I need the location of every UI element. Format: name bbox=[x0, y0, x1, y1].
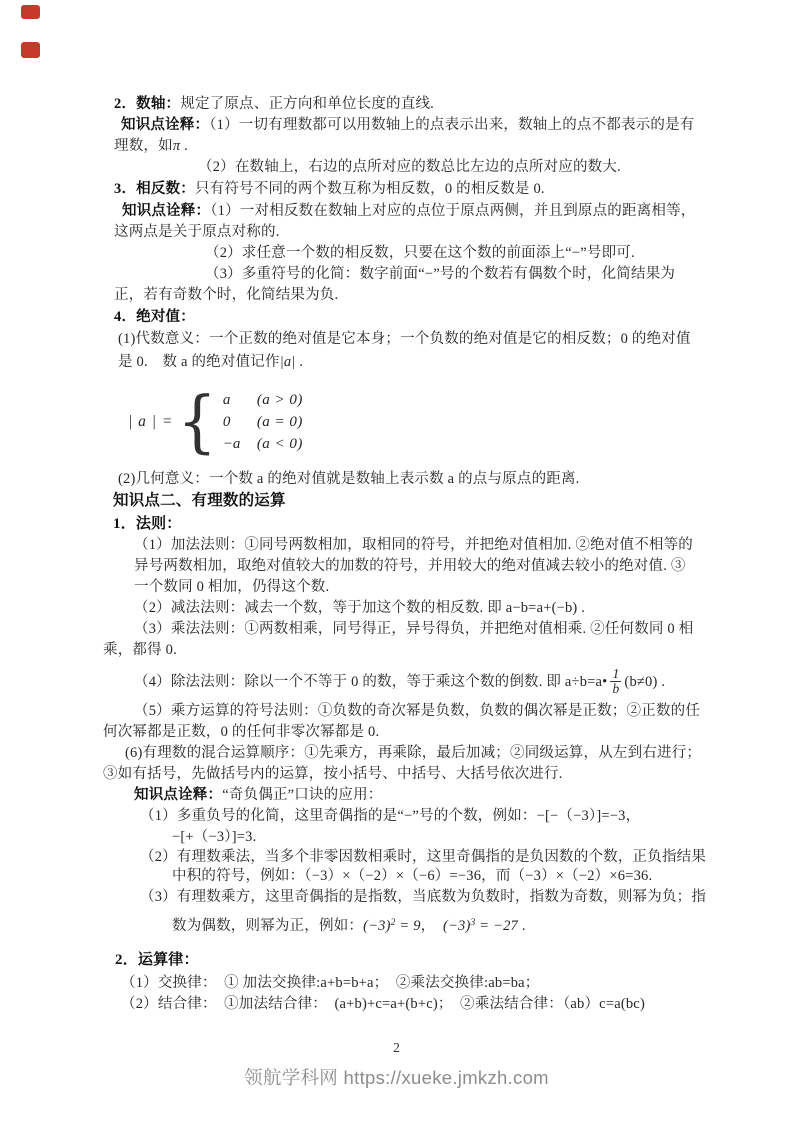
text-line: 数为偶数，则幂为正，例如：$(-3)^2 = 9$， $(-3)^3 = -27$ . bbox=[172, 918, 526, 934]
text-line: （2）求任意一个数的相反数，只要在这个数的前面添上“−”号即可. bbox=[205, 245, 635, 261]
footer-watermark: 领航学科网 https://xueke.jmkzh.com bbox=[244, 1067, 549, 1088]
text-line: （2）在数轴上，右边的点所对应的数总比左边的点所对应的数大. bbox=[198, 159, 621, 175]
text-line: 是 0. 数 a 的绝对值记作|a| . bbox=[118, 354, 304, 370]
text-line: （2）减法法则：减去一个数，等于加这个数的相反数. 即 a−b=a+(−b) . bbox=[134, 600, 586, 616]
text-line: 知识点二、有理数的运算 bbox=[113, 492, 286, 509]
text-line: 这两点是关于原点对称的. bbox=[114, 224, 280, 240]
text-line: （2）有理数乘法，当多个非零因数相乘时，这里奇偶指的是负因数的个数，正负指结果 bbox=[140, 849, 707, 865]
red-stamp-mark bbox=[21, 42, 40, 58]
fraction: $\frac{1}{b}$ bbox=[612, 666, 620, 697]
text-line: 知识点诠释：“奇负偶正”口诀的应用： bbox=[134, 787, 383, 803]
text-line: 知识点诠释：（1）一对相反数在数轴上对应的点位于原点两侧，并且到原点的距离相等， bbox=[122, 203, 696, 219]
text-line: 2．运算律： bbox=[115, 952, 199, 968]
text-line: 异号两数相加，取绝对值较大的加数的符号，并用较大的绝对值减去较小的绝对值. ③ bbox=[134, 558, 686, 574]
formula-case-row bbox=[223, 389, 303, 411]
formula-case-row bbox=[223, 411, 303, 433]
case-condition: (a < 0) bbox=[256, 435, 303, 452]
text-line: 3．相反数：只有符号不同的两个数互称为相反数，0 的相反数是 0. bbox=[114, 181, 545, 197]
text-line: 理数，如π . bbox=[114, 138, 188, 154]
text-line: （2）结合律： ①加法结合律： (a+b)+c=a+(b+c)； ②乘法结合律：（ab）c=a(bc) bbox=[121, 996, 645, 1012]
text-line: −[+（−3）]=3. bbox=[172, 829, 257, 845]
case-value: −a bbox=[222, 435, 241, 452]
text-line: （3）有理数乘方，这里奇偶指的是指数，当底数为负数时，指数为奇数，则幂为负；指 bbox=[140, 889, 707, 905]
text-line: （4）除法法则：除以一个不等于 0 的数，等于乘这个数的倒数. 即 a÷b=a• $\frac{1}{b}$ (b≠0) . bbox=[134, 666, 666, 697]
formula-case-row bbox=[223, 433, 303, 455]
text-line: 何次幂都是正数，0 的任何非零次幂都是 0. bbox=[103, 724, 380, 740]
text-line: 中积的符号，例如：（−3）×（−2）×（−6）=−36，而（−3）×（−2）×6=36. bbox=[172, 868, 653, 884]
text-line: (1)代数意义：一个正数的绝对值是它本身；一个负数的绝对值是它的相反数；0 的绝对值 bbox=[118, 331, 691, 347]
text-line: (6)有理数的混合运算顺序：①先乘方，再乘除，最后加减；②同级运算，从左到右进行； bbox=[125, 745, 702, 761]
text-line: 2．数轴：规定了原点、正方向和单位长度的直线. bbox=[114, 96, 434, 112]
case-value: 0 bbox=[222, 413, 231, 430]
formula-cases bbox=[223, 389, 303, 455]
text-line: （3）乘法法则：①两数相乘，同号得正，异号得负，并把绝对值相乘. ②任何数同 0 相 bbox=[134, 621, 694, 637]
case-condition: (a = 0) bbox=[256, 413, 303, 430]
formula-lhs: | a | = bbox=[128, 413, 174, 430]
text-line: 1．法则： bbox=[113, 516, 182, 532]
text-line: （1）加法法则：①同号两数相加，取相同的符号，并把绝对值相加. ②绝对值不相等的 bbox=[134, 537, 693, 553]
text-line: (2)几何意义：一个数 a 的绝对值就是数轴上表示数 a 的点与原点的距离. bbox=[118, 471, 580, 487]
brace-glyph: { bbox=[177, 382, 217, 461]
page-number: 2 bbox=[393, 1040, 400, 1055]
text-line: （1）交换律： ① 加法交换律:a+b=b+a； ②乘法交换律:ab=ba； bbox=[121, 975, 540, 991]
text-line: 一个数同 0 相加，仍得这个数. bbox=[134, 579, 330, 595]
case-value: a bbox=[222, 391, 231, 408]
absolute-value-formula bbox=[128, 382, 303, 461]
text-line: 4．绝对值： bbox=[114, 309, 195, 325]
text-line: （5）乘方运算的符号法则：①负数的奇次幂是负数，负数的偶次幂是正数；②正数的任 bbox=[134, 703, 701, 719]
text-line: （3）多重符号的化简：数字前面“−”号的个数若有偶数个时，化简结果为 bbox=[205, 266, 676, 282]
text-line: 正，若有奇数个时，化简结果为负. bbox=[114, 287, 339, 303]
text-line: 知识点诠释：（1）一切有理数都可以用数轴上的点表示出来，数轴上的点不都表示的是有 bbox=[121, 117, 695, 133]
text-line: 乘，都得 0. bbox=[103, 642, 177, 658]
text-line: ③如有括号，先做括号内的运算，按小括号、中括号、大括号依次进行. bbox=[103, 766, 563, 782]
text-line: （1）多重负号的化简，这里奇偶指的是“−”号的个数，例如：−[−（−3）]=−3， bbox=[140, 808, 641, 824]
red-stamp-mark bbox=[21, 5, 40, 19]
case-condition: (a > 0) bbox=[256, 391, 303, 408]
